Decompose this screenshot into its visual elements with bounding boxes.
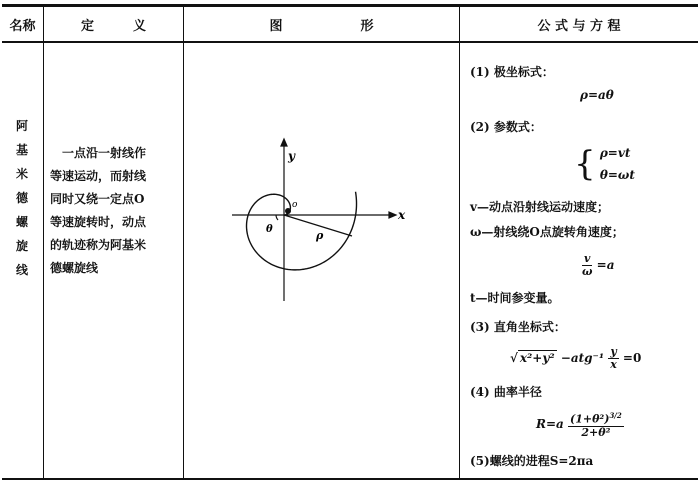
definition-line: 德螺旋线 [50,261,99,275]
formula-3-title: (3) 直角坐标式： [470,320,566,334]
name-char: 米 [15,167,28,181]
spiral-curve [247,192,357,270]
header-figure: 图 形 [269,18,374,34]
curvature-fraction [568,410,624,439]
origin-label: o [292,200,298,210]
formula-4-title: (4) 曲率半径 [470,385,542,399]
formula-2-system [574,142,635,186]
formula-4-equation [536,410,624,439]
header-formula: 公 式 与 方 程 [537,18,621,34]
rho-label: ρ [316,229,324,242]
formula-2-eq1: ρ=vt [599,146,631,160]
left-brace: { [574,144,596,184]
omega-description: ω—射线绕O点旋转角速度； [470,225,624,239]
x-axis-arrow [389,212,396,218]
origin-point [285,208,291,214]
arctan-term: −atg⁻¹ [560,351,605,365]
definition-line: 的轨迹称为阿基米 [50,238,147,252]
col-divider-3 [459,6,460,479]
formula-2-title: (2) 参数式： [470,120,542,134]
header-name: 名称 [9,18,36,34]
table-top-border [2,4,698,7]
yx-fraction [608,346,618,371]
definition-line: 等速运动，而射线 [50,169,147,183]
ratio-denominator: ω [582,265,593,278]
t-description: t—时间参变量。 [470,291,560,305]
ratio-numerator: v [584,252,591,265]
yx-denominator: x [610,358,617,371]
curvature-numerator-text: (1+θ²) [570,412,610,426]
sqrt-content: x²+y² [519,351,555,365]
header-definition: 定 义 [80,18,146,34]
v-description: v—动点沿射线运动速度； [470,200,609,214]
curvature-numerator [568,410,624,427]
formula-3-rhs: =0 [622,351,642,365]
name-char: 旋 [15,239,28,253]
name-char: 线 [15,263,28,277]
name-char: 基 [15,143,28,157]
y-axis-arrow [281,139,287,146]
col-divider-1 [43,6,44,479]
formula-1-title: (1) 极坐标式： [470,65,554,79]
table-bottom-border [2,478,698,480]
definition-line: 同时又绕一定点O [50,192,145,206]
ratio-rhs: =a [596,258,615,272]
definition-line: 一点沿一射线作 [50,146,147,160]
definition-line: 等速旋转时，动点 [50,215,147,229]
sqrt-symbol: √ [510,351,518,365]
name-char: 螺 [15,215,28,229]
formula-1-equation: ρ=aθ [580,88,614,102]
formula-2-eq2: θ=ωt [599,168,635,182]
formula-4-lhs: R=a [536,416,564,431]
formula-3-equation [510,346,641,371]
name-char: 阿 [15,119,28,133]
ratio-equation [582,253,615,278]
curvature-exponent: 3/2 [609,411,622,420]
theta-label: θ [266,224,273,235]
ratio-fraction [582,253,592,278]
curvature-denominator: 2+θ² [581,425,611,439]
theta-arc [276,215,278,220]
definition-text [50,142,182,280]
x-axis-label: x [398,208,406,222]
yx-numerator: y [610,345,617,358]
y-axis-label: y [288,149,295,163]
spiral-figure [184,43,459,478]
formula-5: (5)螺线的进程S=2πa [470,454,594,468]
curve-name [2,114,42,282]
name-char: 德 [15,191,28,205]
